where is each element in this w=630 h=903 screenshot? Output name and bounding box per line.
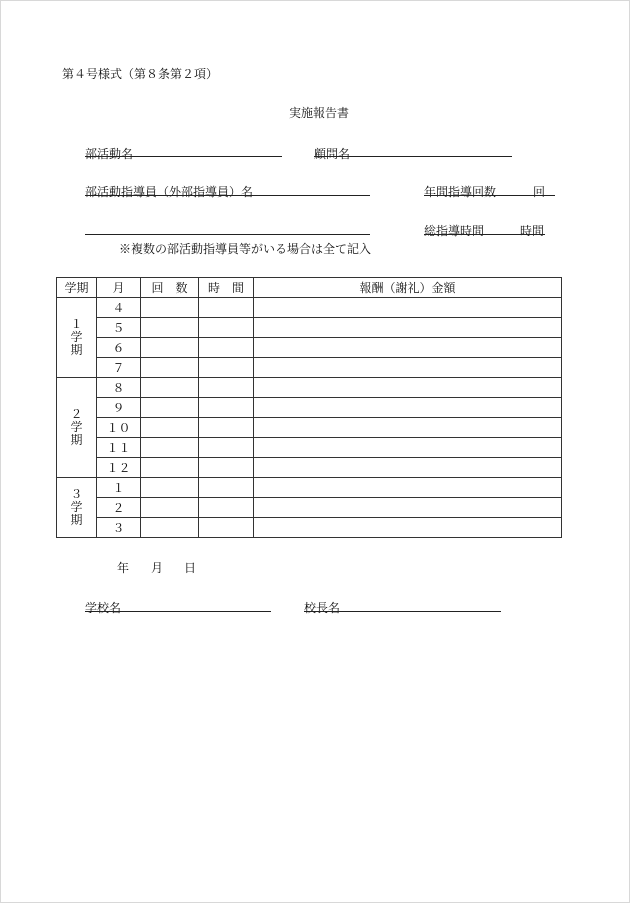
annual-count-label: 年間指導回数	[424, 185, 497, 199]
count-cell[interactable]	[141, 498, 199, 518]
hours-cell[interactable]	[199, 478, 254, 498]
date-day-label: 日	[184, 561, 197, 575]
count-cell[interactable]	[141, 458, 199, 478]
term-3-cell: ３ 学 期	[57, 478, 97, 538]
month-cell: ２	[97, 498, 141, 518]
fee-cell[interactable]	[254, 518, 562, 538]
term-1-cell: １ 学 期	[57, 298, 97, 378]
table-row	[57, 458, 562, 478]
annual-count-unit: 回	[533, 185, 546, 199]
hours-cell[interactable]	[199, 498, 254, 518]
annual-count-line[interactable]	[424, 195, 555, 196]
hours-cell[interactable]	[199, 438, 254, 458]
month-cell: ８	[97, 378, 141, 398]
count-cell[interactable]	[141, 418, 199, 438]
fee-cell[interactable]	[254, 458, 562, 478]
month-cell: ３	[97, 518, 141, 538]
date-year-label: 年	[117, 561, 130, 575]
hours-cell[interactable]	[199, 338, 254, 358]
note-text: ※複数の部活動指導員等がいる場合は全て記入	[119, 242, 372, 256]
report-table	[56, 277, 562, 538]
count-cell[interactable]	[141, 378, 199, 398]
fee-cell[interactable]	[254, 418, 562, 438]
principal-name-label: 校長名	[304, 601, 341, 615]
count-cell[interactable]	[141, 318, 199, 338]
table-row	[57, 298, 562, 318]
fee-cell[interactable]	[254, 498, 562, 518]
month-cell: １０	[97, 418, 141, 438]
table-row	[57, 518, 562, 538]
hours-cell[interactable]	[199, 358, 254, 378]
month-cell: １	[97, 478, 141, 498]
month-cell: ４	[97, 298, 141, 318]
header-count: 回 数	[141, 278, 199, 298]
fee-cell[interactable]	[254, 478, 562, 498]
fee-cell[interactable]	[254, 378, 562, 398]
fee-cell[interactable]	[254, 398, 562, 418]
header-term: 学期	[57, 278, 97, 298]
document-title: 実施報告書	[289, 106, 350, 120]
advisor-line[interactable]	[314, 156, 512, 157]
table-row	[57, 338, 562, 358]
principal-name-line[interactable]	[304, 611, 501, 612]
count-cell[interactable]	[141, 478, 199, 498]
table-row	[57, 318, 562, 338]
school-name-line[interactable]	[85, 611, 271, 612]
fee-cell[interactable]	[254, 318, 562, 338]
hours-cell[interactable]	[199, 518, 254, 538]
date-month-label: 月	[151, 561, 164, 575]
header-hours: 時 間	[199, 278, 254, 298]
instructor-line-2[interactable]	[85, 234, 370, 235]
club-name-line[interactable]	[85, 156, 282, 157]
count-cell[interactable]	[141, 398, 199, 418]
fee-cell[interactable]	[254, 438, 562, 458]
table-header-row	[57, 278, 562, 298]
month-cell: ５	[97, 318, 141, 338]
hours-cell[interactable]	[199, 318, 254, 338]
count-cell[interactable]	[141, 298, 199, 318]
club-name-label: 部活動名	[85, 147, 134, 161]
fee-cell[interactable]	[254, 338, 562, 358]
table-row	[57, 438, 562, 458]
header-month: 月	[97, 278, 141, 298]
instructor-line-1[interactable]	[85, 195, 370, 196]
count-cell[interactable]	[141, 358, 199, 378]
count-cell[interactable]	[141, 438, 199, 458]
total-hours-label: 総指導時間	[424, 224, 485, 238]
hours-cell[interactable]	[199, 458, 254, 478]
table-row	[57, 478, 562, 498]
table-row	[57, 498, 562, 518]
table-row	[57, 378, 562, 398]
month-cell: ９	[97, 398, 141, 418]
table-row	[57, 398, 562, 418]
hours-cell[interactable]	[199, 378, 254, 398]
school-name-label: 学校名	[85, 601, 122, 615]
count-cell[interactable]	[141, 518, 199, 538]
hours-cell[interactable]	[199, 418, 254, 438]
instructor-label: 部活動指導員（外部指導員）名	[85, 185, 254, 199]
header-fee: 報酬（謝礼）金額	[254, 278, 562, 298]
month-cell: １２	[97, 458, 141, 478]
total-hours-unit: 時間	[520, 224, 545, 238]
hours-cell[interactable]	[199, 398, 254, 418]
fee-cell[interactable]	[254, 298, 562, 318]
month-cell: ６	[97, 338, 141, 358]
form-number-label: 第４号様式（第８条第２項）	[62, 67, 219, 81]
fee-cell[interactable]	[254, 358, 562, 378]
table-row	[57, 358, 562, 378]
month-cell: ７	[97, 358, 141, 378]
table-row	[57, 418, 562, 438]
total-hours-line[interactable]	[424, 234, 545, 235]
month-cell: １１	[97, 438, 141, 458]
term-2-cell: ２ 学 期	[57, 378, 97, 478]
hours-cell[interactable]	[199, 298, 254, 318]
count-cell[interactable]	[141, 338, 199, 358]
advisor-label: 顧問名	[314, 147, 351, 161]
